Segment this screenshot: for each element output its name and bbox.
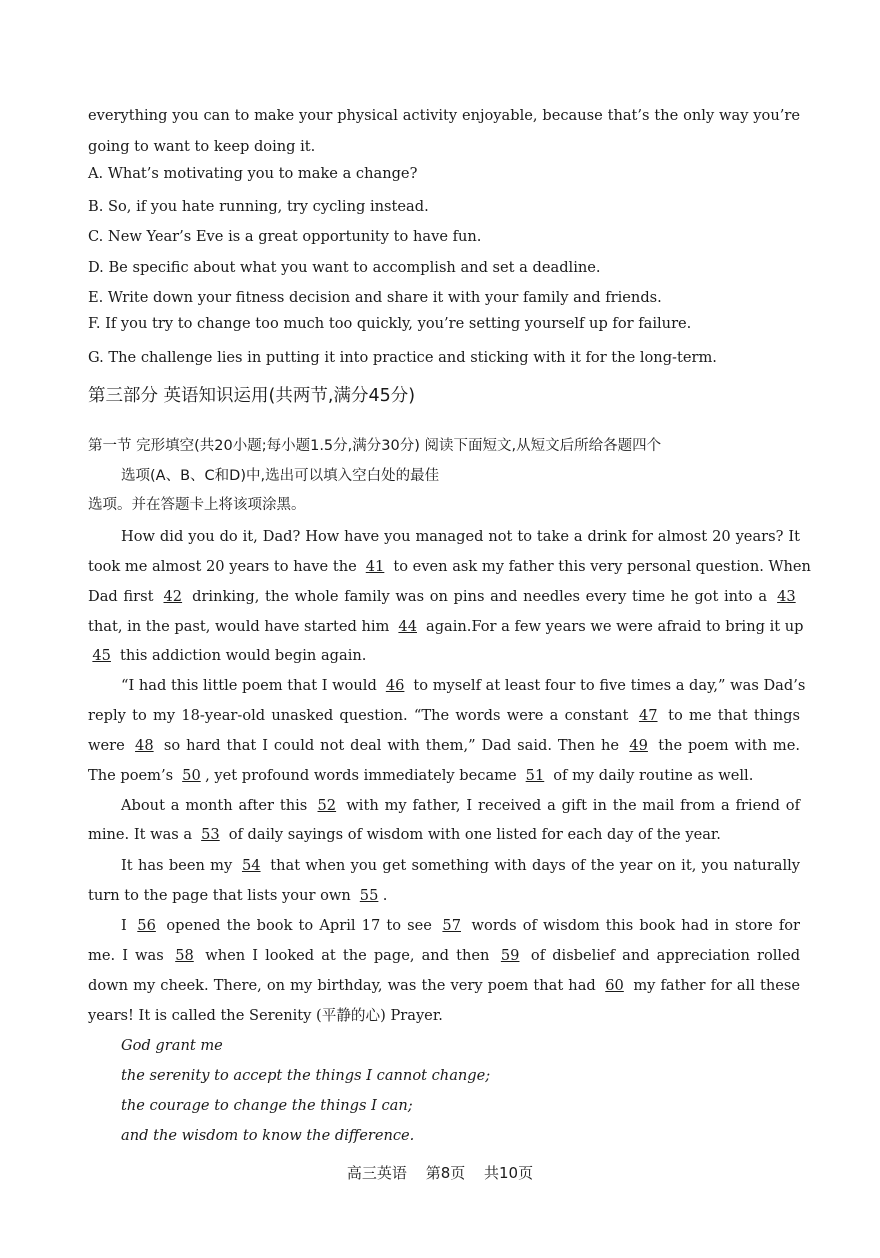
blank-59[interactable]: 59 [500,947,520,964]
blank-58[interactable]: 58 [175,947,194,964]
page-footer [0,1162,880,1183]
footer-total-pages: 共10页 [484,1164,534,1182]
blank-55[interactable]: 55 [359,887,379,904]
option-c: C. New Year’s Eve is a great opportunity to have fun. [88,228,482,245]
section-instruction: 选项(A、B、C和D)中,选出可以填入空白处的最佳 [121,468,440,484]
section-title: 第三部分 英语知识运用(共两节,满分45分) [88,386,416,406]
passage-line: that, in the past, would have started him 44 again.For a few years we were afraid to bring it up [88,618,804,635]
option-f: F. If you try to change too much too quickly, you’re setting yourself up for failure. [88,315,692,332]
blank-51[interactable]: 51 [525,767,545,784]
option-b: B. So, if you hate running, try cycling instead. [88,198,429,215]
passage-line: were 48 so hard that I could not deal with them,” Dad said. Then he 49 the poem with me. [88,737,801,754]
blank-60[interactable]: 60 [605,977,624,994]
passage-line: turn to the page that lists your own 55 . [88,887,388,904]
blank-50[interactable]: 50 [182,767,201,784]
passage-line: “I had this little poem that I would 46 to myself at least four to five times a day,” was Dad’s [121,677,806,694]
passage-line: 45 this addiction would begin again. [88,646,800,666]
passage-line: Dad first 42 drinking, the whole family was on pins and needles every time he got into a 43 [88,587,800,607]
passage-line: I 56 opened the book to April 17 to see 57 words of wisdom this book had in store for [121,917,801,934]
blank-56[interactable]: 56 [137,917,156,934]
blank-47[interactable]: 47 [638,707,658,724]
passage-line: down my cheek. There, on my birthday, was the very poem that had 60 my father for all these [88,977,801,994]
blank-57[interactable]: 57 [442,917,461,934]
passage-line: took me almost 20 years to have the 41 to even ask my father this very personal question. When [88,558,811,575]
section-instruction: 选项。并在答题卡上将该项涂黑。 [88,497,306,513]
passage-line: me. I was 58 when I looked at the page, and then 59 of disbelief and appreciation rolled [88,947,801,964]
blank-49[interactable]: 49 [629,737,648,754]
passage-line: reply to my 18-year-old unasked question. “The words were a constant 47 to me that things [88,707,800,724]
option-d: D. Be specific about what you want to accomplish and set a deadline. [88,259,601,276]
blank-45[interactable]: 45 [92,647,111,664]
blank-54[interactable]: 54 [241,857,261,874]
blank-52[interactable]: 52 [317,797,337,814]
blank-42[interactable]: 42 [163,588,183,605]
section-instruction: 第一节 完形填空(共20小题;每小题1.5分,满分30分) 阅读下面短文,从短文后所给各题四个 [88,438,662,454]
passage-line: About a month after this 52 with my father, I received a gift in the mail from a friend of [121,797,800,814]
intro-line: everything you can to make your physical activity enjoyable, because that’s the only way you’re [88,107,800,124]
option-e: E. Write down your fitness decision and share it with your family and friends. [88,289,662,306]
passage-line: years! It is called the Serenity (平静的心) Prayer. [88,1007,443,1024]
poem-line: the serenity to accept the things I cannot change; [121,1067,491,1084]
passage-line: How did you do it, Dad? How have you managed not to take a drink for almost 20 years? It [121,528,800,545]
intro-line: going to want to keep doing it. [88,138,316,155]
blank-48[interactable]: 48 [135,737,154,754]
option-g: G. The challenge lies in putting it into practice and sticking with it for the long-term. [88,349,717,366]
option-a: A. What’s motivating you to make a change? [88,165,418,182]
blank-41[interactable]: 41 [365,558,385,575]
passage-line: The poem’s 50 , yet profound words immediately became 51 of my daily routine as well. [88,767,754,784]
blank-46[interactable]: 46 [385,677,405,694]
blank-53[interactable]: 53 [201,826,220,843]
blank-44[interactable]: 44 [398,618,417,635]
footer-page-number: 第8页 [425,1164,466,1182]
blank-43[interactable]: 43 [777,588,796,605]
passage-line: It has been my 54 that when you get something with days of the year on it, you naturally [121,857,801,874]
poem-line: God grant me [121,1037,223,1054]
passage-line: mine. It was a 53 of daily sayings of wisdom with one listed for each day of the year. [88,826,721,843]
poem-line: and the wisdom to know the difference. [121,1127,415,1144]
footer-subject: 高三英语 [346,1164,407,1182]
poem-line: the courage to change the things I can; [121,1097,413,1114]
